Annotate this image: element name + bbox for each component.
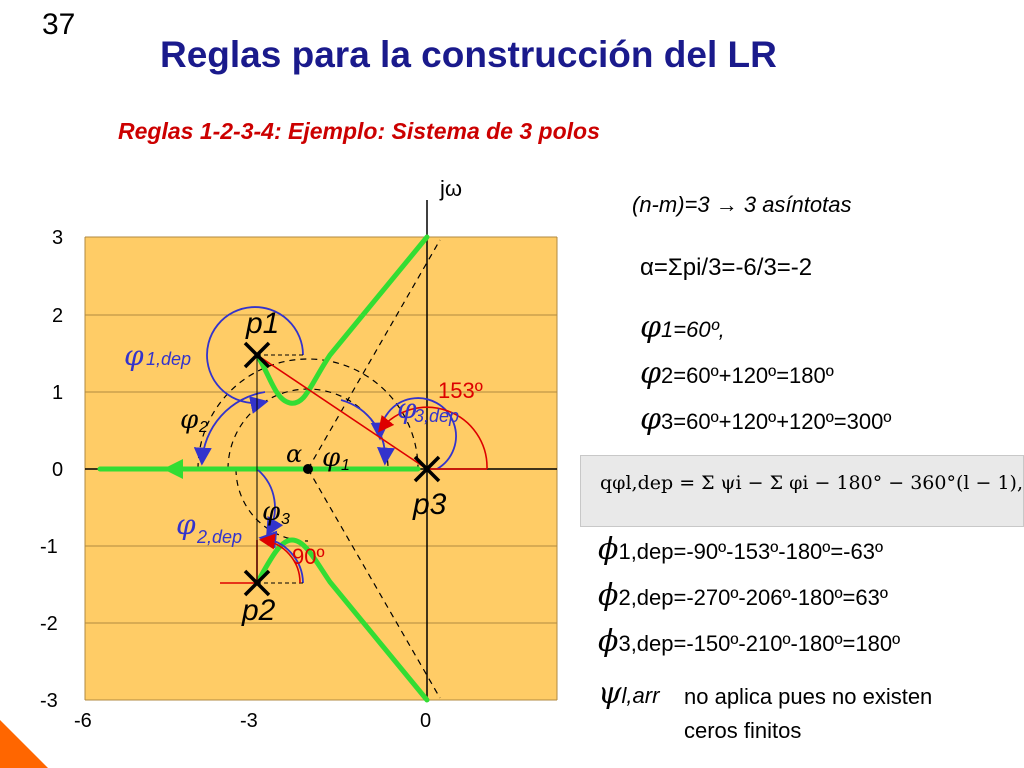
phi2-dep-rule-text: 2,dep=-270º-206º-180º=63º bbox=[618, 585, 888, 610]
phi1-dep-rule: ϕ1,dep=-90º-153º-180º=-63º bbox=[598, 532, 884, 567]
pole-p1-label: p1 bbox=[246, 307, 280, 340]
varphi1-rule-text: 1=60º, bbox=[661, 317, 725, 342]
alpha-rule: α=Σpi/3=-6/3=-2 bbox=[640, 254, 813, 281]
y-tick-label: 1 bbox=[52, 382, 64, 404]
y-tick-label: 2 bbox=[52, 305, 64, 327]
pole-p2-label: p2 bbox=[242, 594, 276, 627]
varphi2-symbol: φ bbox=[180, 405, 199, 435]
y-tick-label: 3 bbox=[52, 227, 64, 249]
varphi1-label: 1 bbox=[341, 457, 350, 474]
phi2-dep-symbol: φ bbox=[176, 508, 196, 541]
psi-note-line1: no aplica pues no existen bbox=[684, 684, 933, 709]
psi-note-line2: ceros finitos bbox=[684, 718, 802, 743]
pole-p3-label: p3 bbox=[413, 488, 447, 521]
varphi2-label: 2 bbox=[199, 419, 208, 436]
phi2-dep-rule: ϕ2,dep=-270º-206º-180º=63º bbox=[598, 578, 888, 613]
departure-angle-formula: qφl,dep = Σ ψi − Σ φi − 180° − 360°(l − 1), bbox=[600, 472, 1024, 494]
varphi1-symbol: φ bbox=[322, 443, 341, 473]
varphi3-rule-text: 3=60º+120º+120º=300º bbox=[661, 409, 892, 434]
corner-decoration bbox=[0, 720, 48, 768]
psi-arr-rule: ψl,arr bbox=[598, 676, 660, 711]
phi3-dep-rule: ϕ3,dep=-150º-210º-180º=180º bbox=[598, 624, 901, 659]
varphi1-rule: φ1=60º, bbox=[640, 310, 725, 345]
y-tick-label: 0 bbox=[52, 459, 64, 481]
x-tick-label: -6 bbox=[74, 710, 92, 732]
slide-title: Reglas para la construcción del LR bbox=[160, 34, 777, 75]
varphi3-symbol: φ bbox=[262, 497, 281, 527]
phi2-dep-label: 2,dep bbox=[197, 527, 243, 547]
varphi2-rule: φ2=60º+120º=180º bbox=[640, 356, 834, 391]
phi1-dep-rule-text: 1,dep=-90º-153º-180º=-63º bbox=[618, 539, 884, 564]
varphi3-label: 3 bbox=[281, 511, 290, 528]
phi1-dep-symbol: φ bbox=[124, 339, 144, 372]
slide-number: 37 bbox=[42, 8, 76, 41]
phi3-dep-symbol: φ bbox=[397, 392, 417, 425]
y-tick-label: -3 bbox=[40, 690, 58, 712]
psi-arr-label: l,arr bbox=[621, 683, 660, 708]
alpha-label: α bbox=[286, 440, 303, 468]
root-locus-diagram bbox=[0, 160, 580, 760]
phi1-dep-label: 1,dep bbox=[146, 349, 192, 369]
phi3-dep-label: 3,dep bbox=[414, 406, 460, 426]
varphi2-rule-text: 2=60º+120º=180º bbox=[661, 363, 834, 388]
x-tick-label: -3 bbox=[240, 710, 258, 732]
angle-153-label: 153º bbox=[438, 378, 483, 403]
y-tick-label: -2 bbox=[40, 613, 58, 635]
asymptotes-rule: (n-m)=3 → 3 asíntotas bbox=[632, 192, 852, 217]
slide-subtitle: Reglas 1-2-3-4: Ejemplo: Sistema de 3 polos bbox=[118, 118, 600, 144]
phi3-dep-rule-text: 3,dep=-150º-210º-180º=180º bbox=[618, 631, 901, 656]
varphi3-rule: φ3=60º+120º+120º=300º bbox=[640, 402, 892, 437]
x-tick-label: 0 bbox=[420, 710, 432, 732]
centroid-point bbox=[303, 464, 313, 474]
y-tick-label: -1 bbox=[40, 536, 58, 558]
angle-90-label: 90º bbox=[292, 544, 325, 569]
imag-axis-label: jω bbox=[440, 176, 463, 201]
